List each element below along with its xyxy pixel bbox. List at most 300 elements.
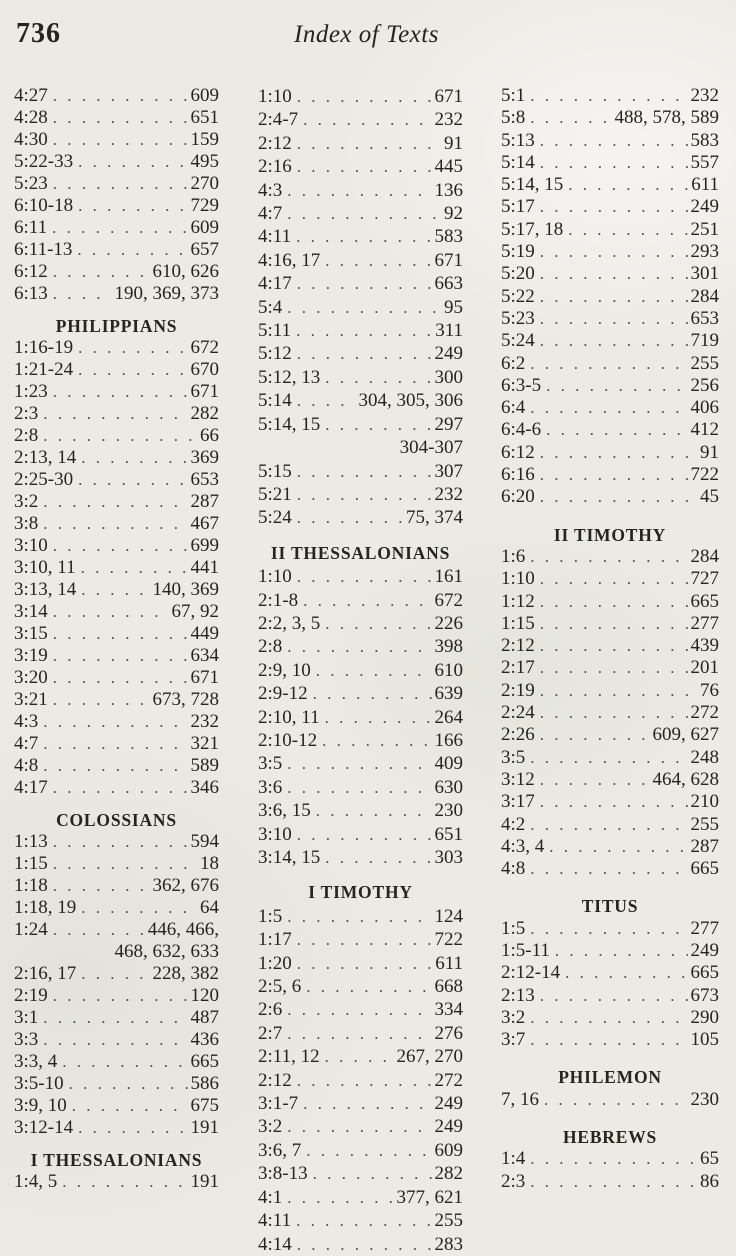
index-entry [501,375,719,397]
page-references: 653 [690,307,719,329]
index-entry [14,875,219,897]
dot-leader [297,952,432,975]
page-references: 665 [690,858,719,880]
dot-leader [287,998,431,1021]
dot-leader [540,152,688,174]
verse-reference: 1:23 [14,381,48,402]
dot-leader [325,706,432,729]
verse-reference: 4:30 [14,129,48,150]
page-references: 304-307 [399,437,463,459]
page-references: 45 [700,486,719,508]
verse-reference: 1:15 [14,853,48,874]
dot-leader [43,711,187,733]
index-entry [501,546,719,568]
index-entry [258,905,463,928]
page-references: 284 [690,285,719,307]
page-references: 719 [690,330,719,352]
dot-leader [530,918,687,940]
dot-leader [540,286,688,308]
verse-reference: 3:10, 11 [14,557,76,578]
verse-reference: 2:3 [14,403,39,424]
verse-reference: 4:11 [258,1210,292,1232]
index-entry [258,729,463,752]
verse-reference: 3:13, 14 [14,579,77,600]
dot-leader [297,928,432,951]
page-references: 249 [690,939,719,961]
index-entry [501,747,719,769]
verse-reference: 7, 16 [501,1088,539,1110]
index-entry [258,342,463,365]
page-references: 190, 369, 373 [114,283,219,304]
dot-leader [43,755,187,777]
index-entry [501,308,719,330]
verse-reference: 2:10, 11 [258,706,320,728]
verse-reference: 3:8-13 [258,1163,308,1185]
page-references: 439 [690,635,719,657]
index-entry [14,403,219,425]
index-entry [501,152,719,174]
dot-leader [53,831,188,853]
verse-reference: 6:12 [501,441,535,463]
index-entry [14,195,219,217]
verse-reference: 2:16 [258,156,292,178]
index-entry [14,1171,219,1193]
dot-leader [530,858,687,880]
verse-reference: 2:7 [258,1022,283,1044]
verse-reference: 1:13 [14,831,48,852]
page-references: 611 [691,174,719,196]
verse-reference: 5:21 [258,483,292,505]
page-references: 282 [190,403,219,424]
index-entry [258,272,463,295]
page-references: 287 [690,835,719,857]
page-references: 297 [434,413,463,435]
dot-leader [287,776,431,799]
verse-reference: 5:14 [501,151,535,173]
page-references: 727 [690,568,719,590]
page-references: 671 [190,667,219,688]
verse-reference: 1:15 [501,612,535,634]
page-references: 464, 628 [652,768,719,790]
dot-leader [53,623,188,645]
verse-reference: 3:17 [501,791,535,813]
verse-reference: 6:16 [501,464,535,486]
verse-reference: 1:5-11 [501,939,550,961]
dot-leader [546,375,687,397]
index-entry [501,286,719,308]
verse-reference: 4:17 [258,273,292,295]
page-references: 610 [434,659,463,681]
index-entry [14,425,219,447]
dot-leader [297,132,441,155]
dot-leader [316,799,432,822]
page-references: 18 [200,853,219,874]
page-references: 445 [434,156,463,178]
dot-leader [78,151,187,173]
index-entry [258,366,463,389]
index-entry [258,460,463,483]
verse-reference: 3:1 [14,1007,39,1028]
page-references: 249 [434,1093,463,1115]
index-entry [501,940,719,962]
verse-reference: 2:6 [258,999,283,1021]
index-entry-continuation [258,436,463,459]
verse-reference: 5:22 [501,285,535,307]
verse-reference: 4:7 [14,733,39,754]
dot-leader [540,680,697,702]
verse-reference: 6:3-5 [501,374,542,396]
page-references: 248 [690,746,719,768]
verse-reference: 4:3, 4 [501,835,545,857]
verse-reference: 5:24 [258,507,292,529]
page-references: 91 [444,132,463,154]
verse-reference: 1:24 [14,919,48,940]
page-references: 201 [690,657,719,679]
dot-leader [53,381,188,403]
page-references: 495 [190,151,219,172]
page-references: 230 [434,800,463,822]
dot-leader [53,85,188,107]
verse-reference: 4:14 [258,1233,292,1255]
verse-reference: 5:14, 15 [258,413,321,435]
page-references: 159 [190,129,219,150]
page-references: 86 [700,1170,719,1192]
index-entry [14,1051,219,1073]
dot-leader [544,1089,688,1111]
index-entry [501,486,719,508]
index-entry [14,491,219,513]
dot-leader [43,491,187,513]
dot-leader [287,752,431,775]
verse-reference: 4:1 [258,1186,283,1208]
page-references: 287 [190,491,219,512]
index-entry [258,612,463,635]
dot-leader [325,1045,394,1068]
page-references: 557 [690,151,719,173]
page-references: 272 [434,1069,463,1091]
verse-reference: 3:6, 7 [258,1139,302,1161]
verse-reference: 2:13, 14 [14,447,77,468]
dot-leader [540,724,650,746]
verse-reference: 5:19 [501,241,535,263]
page-references: 228, 382 [152,963,219,984]
page-references: 672 [434,589,463,611]
verse-reference: 1:18 [14,875,48,896]
index-entry [14,985,219,1007]
verse-reference: 2:12 [258,132,292,154]
index-entry [258,155,463,178]
verse-reference: 5:17, 18 [501,218,564,240]
page-references: 283 [434,1233,463,1255]
index-entry [14,733,219,755]
verse-reference: 2:9-12 [258,683,308,705]
index-entry [14,557,219,579]
verse-reference: 2:13 [501,984,535,1006]
dot-leader [53,645,188,667]
index-entry [258,225,463,248]
index-entry [14,173,219,195]
index-entry [501,241,719,263]
index-entry [14,1117,219,1139]
verse-reference: 5:15 [258,460,292,482]
section-heading: I THESSALONIANS [30,1150,203,1170]
dot-leader [540,791,688,813]
verse-reference: 5:11 [258,320,292,342]
dot-leader [78,359,187,381]
page-references: 334 [434,999,463,1021]
index-entry [501,814,719,836]
dot-leader [303,589,431,612]
dot-leader [530,1171,697,1193]
dot-leader [313,682,432,705]
verse-reference: 4:3 [258,179,283,201]
page-references: 256 [690,374,719,396]
page-references: 668 [434,976,463,998]
verse-reference: 3:7 [501,1029,526,1051]
index-entry [258,85,463,108]
index-entry [14,777,219,799]
index-entry [258,179,463,202]
index-entry [14,645,219,667]
index-entry [258,752,463,775]
dot-leader [287,635,431,658]
verse-reference: 3:10 [258,823,292,845]
page-references: 276 [434,1022,463,1044]
page-references: 232 [434,109,463,131]
dot-leader [325,249,431,272]
index-entry [14,623,219,645]
dot-leader [81,897,197,919]
dot-leader [43,1029,187,1051]
dot-leader [81,447,187,469]
dot-leader [306,975,431,998]
index-entry [14,1095,219,1117]
verse-reference: 3:2 [501,1006,526,1028]
dot-leader [81,557,188,579]
page-references: 277 [690,917,719,939]
index-entry [14,689,219,711]
index-entry [258,928,463,951]
index-entry [258,635,463,658]
dot-leader [540,464,688,486]
page-references: 409 [434,753,463,775]
dot-leader [530,1007,687,1029]
page-references: 609 [434,1139,463,1161]
page-references: 300 [434,366,463,388]
verse-reference: 3:20 [14,667,48,688]
page-references: 675 [190,1095,219,1116]
verse-reference: 3:10 [14,535,48,556]
dot-leader [303,108,431,131]
page-references: 64 [200,897,219,918]
dot-leader [297,389,356,412]
index-entry [14,337,219,359]
index-entry [14,601,219,623]
dot-leader [62,1051,187,1073]
index-entry [14,129,219,151]
index-entry [258,202,463,225]
dot-leader [530,546,687,568]
verse-reference: 5:23 [14,173,48,194]
verse-reference: 2:3 [501,1170,526,1192]
dot-leader [325,612,431,635]
verse-reference: 1:10 [501,568,535,590]
dot-leader [52,217,187,239]
verse-reference: 5:14, 15 [501,174,564,196]
page-references: 362, 676 [152,875,219,896]
verse-reference: 3:6 [258,776,283,798]
index-column-3 [501,85,719,1193]
dot-leader [549,836,687,858]
verse-reference: 3:6, 15 [258,800,311,822]
index-entry [14,283,219,305]
index-entry [501,107,719,129]
index-entry [258,1115,463,1138]
index-entry [501,568,719,590]
dot-leader [540,308,688,330]
dot-leader [81,579,149,601]
index-entry [258,846,463,869]
dot-leader [81,963,149,985]
dot-leader [325,846,431,869]
page-references: 651 [434,823,463,845]
page-references: 670 [190,359,219,380]
dot-leader [540,263,688,285]
page-references: 673, 728 [152,689,219,710]
verse-reference: 1:10 [258,566,292,588]
dot-leader [53,601,169,623]
verse-reference: 2:24 [501,702,535,724]
index-entry [258,1092,463,1115]
dot-leader [62,1171,187,1193]
page-references: 369 [190,447,219,468]
dot-leader [530,397,687,419]
dot-leader [43,403,187,425]
page-references: 232 [690,85,719,106]
dot-leader [540,769,650,791]
dot-leader [555,940,688,962]
verse-reference: 5:12 [258,343,292,365]
index-entry [501,918,719,940]
index-entry [258,998,463,1021]
verse-reference: 3:12 [501,768,535,790]
verse-reference: 1:20 [258,952,292,974]
dot-leader [43,425,197,447]
dot-leader [565,962,687,984]
index-entry [258,1045,463,1068]
index-entry [258,975,463,998]
dot-leader [53,535,188,557]
verse-reference: 2:12 [501,635,535,657]
dot-leader [540,702,688,724]
index-entry [258,659,463,682]
dot-leader [296,1209,431,1232]
page-references: 255 [690,813,719,835]
page-header [14,18,719,60]
dot-leader [69,1073,188,1095]
verse-reference: 1:5 [501,917,526,939]
index-entry [14,513,219,535]
dot-leader [53,875,150,897]
index-entry [258,108,463,131]
index-entry [14,711,219,733]
index-entry [14,963,219,985]
index-entry [258,132,463,155]
verse-reference: 6:11 [14,217,48,238]
verse-reference: 2:8 [258,636,283,658]
page-references: 249 [434,343,463,365]
index-entry [501,464,719,486]
page-references: 304, 305, 306 [358,390,463,412]
dot-leader [287,1022,431,1045]
index-entry [14,217,219,239]
verse-reference: 4:16, 17 [258,249,321,271]
dot-leader [540,241,688,263]
index-entry [501,769,719,791]
dot-leader [313,1162,432,1185]
page-references: 594 [190,831,219,852]
page-references: 255 [690,352,719,374]
index-entry [14,755,219,777]
dot-leader [53,777,188,799]
page-references: 251 [690,218,719,240]
section-heading: II THESSALONIANS [270,542,451,563]
index-entry [14,853,219,875]
page-references: 609 [190,217,219,238]
page-references: 255 [434,1210,463,1232]
verse-reference: 3:12-14 [14,1117,74,1138]
dot-leader [53,689,150,711]
index-entry [501,657,719,679]
dot-leader [306,1139,431,1162]
page-references: 311 [435,320,463,342]
section-heading: PHILIPPIANS [55,316,178,336]
dot-leader [316,659,432,682]
index-entry [14,239,219,261]
verse-reference: 3:8 [14,513,39,534]
index-entry [501,702,719,724]
dot-leader [53,129,188,151]
index-entry [258,1139,463,1162]
index-entry [258,1162,463,1185]
verse-reference: 1:12 [501,590,535,612]
dot-leader [297,272,432,295]
index-entry [258,682,463,705]
verse-reference: 6:13 [14,283,48,304]
verse-reference: 3:9, 10 [14,1095,67,1116]
index-entry [258,319,463,342]
verse-reference: 6:10-18 [14,195,74,216]
verse-reference: 1:18, 19 [14,897,77,918]
page-references: 66 [200,425,219,446]
index-entry [258,413,463,436]
verse-reference: 5:13 [501,129,535,151]
index-entry [501,219,719,241]
dot-leader [540,442,697,464]
page-references: 663 [434,273,463,295]
verse-reference: 3:21 [14,689,48,710]
page-references: 583 [434,226,463,248]
page-references: 412 [690,419,719,441]
page-references: 589 [190,755,219,776]
verse-reference: 2:2, 3, 5 [258,612,321,634]
index-entry [14,1007,219,1029]
dot-leader [540,568,688,590]
dot-leader [287,202,441,225]
page-references: 436 [190,1029,219,1050]
page-references: 446, 466, [147,919,219,940]
verse-reference: 5:4 [258,296,283,318]
